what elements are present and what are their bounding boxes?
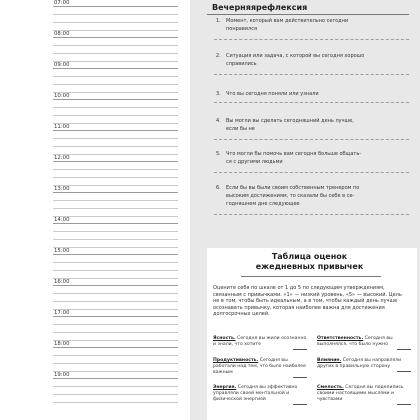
- hour-row: [0, 62, 186, 93]
- writing-line[interactable]: [53, 332, 178, 333]
- writing-line[interactable]: [53, 355, 178, 356]
- hour-row: [0, 186, 186, 217]
- habit-name: Смелость.: [317, 385, 344, 390]
- question-number: 6.: [216, 185, 221, 191]
- answer-line[interactable]: [214, 74, 409, 75]
- habit-item: [317, 358, 411, 370]
- hour-label: 07:00: [54, 0, 70, 6]
- habit-item: [317, 385, 411, 403]
- score-line[interactable]: [293, 377, 307, 378]
- question-text: Что могли бы помочь вам сегодня больше общать- ся с другими людьми: [226, 151, 362, 165]
- writing-line[interactable]: [53, 270, 178, 271]
- writing-line[interactable]: [53, 14, 178, 15]
- hour-row: [0, 217, 186, 248]
- writing-line[interactable]: [53, 254, 178, 255]
- writing-line[interactable]: [53, 68, 178, 69]
- hour-row: [0, 0, 186, 31]
- question-number: 3.: [216, 91, 221, 97]
- hour-label: 17:00: [54, 310, 70, 316]
- writing-line[interactable]: [53, 115, 178, 116]
- writing-line[interactable]: [53, 386, 178, 387]
- hour-label: 10:00: [54, 93, 70, 99]
- answer-line[interactable]: [214, 39, 409, 40]
- score-line[interactable]: [397, 404, 411, 405]
- habit-item: [213, 336, 307, 348]
- hour-label: 09:00: [54, 62, 70, 68]
- writing-line[interactable]: [53, 138, 178, 139]
- answer-line[interactable]: [214, 214, 409, 215]
- question-number: 4.: [216, 118, 221, 124]
- question-text: Ситуация или задача, с которой вы сегодня хорошо справились: [226, 53, 365, 67]
- habit-table-title-line1: Таблица оценок: [271, 252, 348, 261]
- writing-line[interactable]: [53, 130, 178, 131]
- hour-row: [0, 155, 186, 186]
- habit-table-description: Оцените себя по шкале от 1 до 5 по следующим утверждениям, связанным с привычками. «1» — низкий уровень, «5» — высокий. Цель не в том, чтобы быть идеальным, а в том, чтобы каждый день лучше осознавать привычку, которая наиболее важна для достижения долгосрочных целей.: [213, 285, 402, 317]
- habit-item: [213, 358, 307, 376]
- writing-line[interactable]: [53, 192, 178, 193]
- question-number: 1.: [216, 18, 221, 24]
- writing-line[interactable]: [53, 285, 178, 286]
- hour-label: 08:00: [54, 31, 70, 37]
- habit-name: Ответственность.: [317, 336, 364, 341]
- habit-text: Сегодня вы направляли других в правильную сторону: [317, 358, 402, 369]
- hour-row: [0, 341, 186, 372]
- habit-text: Сегодня вы эффективно управляли своей ментальной и физической энергией: [213, 385, 298, 402]
- hour-row: [0, 248, 186, 279]
- writing-line[interactable]: [53, 231, 178, 232]
- habit-item: [317, 336, 411, 348]
- evening-reflection-title: Вечерняярефлексия: [212, 3, 308, 12]
- habit-table-title-line2: ежедневных привычек: [255, 262, 364, 271]
- writing-line[interactable]: [53, 169, 178, 170]
- score-line[interactable]: [397, 349, 411, 350]
- writing-line[interactable]: [53, 161, 178, 162]
- writing-line[interactable]: [53, 262, 178, 263]
- hourly-schedule: [0, 0, 186, 420]
- writing-line[interactable]: [53, 394, 178, 395]
- score-line[interactable]: [293, 349, 307, 350]
- score-line[interactable]: [397, 371, 411, 372]
- question-text: Что вы сегодня поняли или узнали: [226, 91, 319, 97]
- answer-line[interactable]: [214, 139, 409, 140]
- writing-line[interactable]: [53, 239, 178, 240]
- question-text: Момент, который вам действительно сегодни понравился: [226, 18, 349, 32]
- writing-line[interactable]: [53, 45, 178, 46]
- habit-table: [207, 248, 417, 420]
- question-text: Если бы вы были своим собственным тренером по высоким достижениям, то сказали бы себе в се- годняшнем дне следующее: [226, 185, 360, 207]
- hour-label: 15:00: [54, 248, 70, 254]
- question-number: 5.: [216, 151, 221, 157]
- writing-line[interactable]: [53, 76, 178, 77]
- writing-line[interactable]: [53, 378, 178, 379]
- hour-row: [0, 31, 186, 62]
- writing-line[interactable]: [53, 177, 178, 178]
- habit-text: Сегодня вы выполнялся, что было нужно: [317, 336, 393, 347]
- writing-line[interactable]: [53, 301, 178, 302]
- habit-text: Сегодня вы жили осознанно и знали, что хотите: [213, 336, 307, 347]
- habit-title-underline: [241, 276, 381, 277]
- hour-label: 19:00: [54, 372, 70, 378]
- reflection-panel: [190, 0, 420, 420]
- hour-label: 16:00: [54, 279, 70, 285]
- writing-line[interactable]: [53, 208, 178, 209]
- writing-line[interactable]: [53, 107, 178, 108]
- writing-line[interactable]: [53, 53, 178, 54]
- hour-label: 13:00: [54, 186, 70, 192]
- hour-label: 18:00: [54, 341, 70, 347]
- writing-line[interactable]: [53, 146, 178, 147]
- hour-row: [0, 124, 186, 155]
- habit-item: [213, 385, 307, 403]
- hour-row: [0, 372, 186, 403]
- habit-name: Энергия.: [213, 385, 237, 390]
- answer-line[interactable]: [214, 102, 409, 103]
- habit-text: Сегодня вы работали над тем, что было наиболее важным: [213, 358, 306, 375]
- hour-row: [0, 93, 186, 124]
- question-text: Вы могли вы сделать сегодняшний день лучше, если бы не: [226, 118, 354, 132]
- writing-line[interactable]: [53, 223, 178, 224]
- answer-line[interactable]: [214, 172, 409, 173]
- writing-line[interactable]: [53, 347, 178, 348]
- habit-name: Продуктивность.: [213, 358, 259, 363]
- habit-name: Влияние.: [317, 358, 342, 363]
- writing-line[interactable]: [53, 293, 178, 294]
- hour-label: 11:00: [54, 124, 70, 130]
- writing-line[interactable]: [53, 402, 178, 403]
- title-underline: [207, 14, 409, 15]
- writing-line[interactable]: [53, 363, 178, 364]
- writing-line[interactable]: [53, 22, 178, 23]
- score-line[interactable]: [293, 404, 307, 405]
- hour-label: 14:00: [54, 217, 70, 223]
- habit-text: Сегодня вы поделились своими настоящими мыслями и чувствами: [317, 385, 404, 402]
- hour-row: [0, 279, 186, 310]
- question-number: 2.: [216, 53, 221, 59]
- habit-name: Ясность.: [213, 336, 236, 341]
- writing-line[interactable]: [53, 99, 178, 100]
- writing-line[interactable]: [53, 316, 178, 317]
- habit-table-title: [207, 252, 412, 272]
- hour-row: [0, 310, 186, 341]
- hour-label: 12:00: [54, 155, 70, 161]
- writing-line[interactable]: [53, 324, 178, 325]
- writing-line[interactable]: [53, 6, 178, 7]
- writing-line[interactable]: [53, 37, 178, 38]
- writing-line[interactable]: [53, 84, 178, 85]
- writing-line[interactable]: [53, 200, 178, 201]
